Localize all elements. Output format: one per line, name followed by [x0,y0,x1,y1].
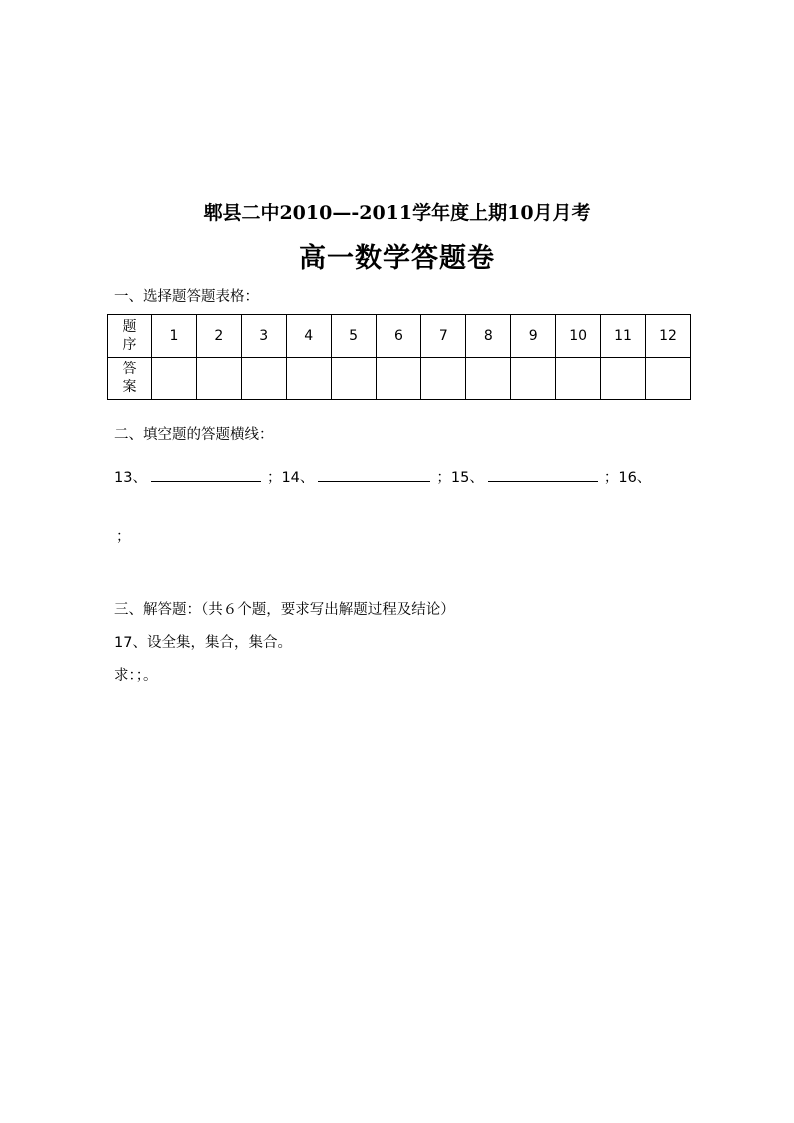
fill-blank-line [114,466,651,487]
question-number-cell: 12 [645,315,690,358]
row-label-question: 题序 [108,315,152,358]
answer-cell[interactable] [286,357,331,400]
question-number-cell: 5 [331,315,376,358]
section3-heading: 三、解答题：（共６个题，要求写出解题过程及结论） [114,602,455,618]
question-17-text: 17、设全集，集合，集合。 [114,635,292,651]
question-17-requirement: 求：；。 [114,668,158,684]
answer-blank-15[interactable] [488,467,598,482]
question-number-cell: 2 [196,315,241,358]
item-label-13: 13、 [114,470,147,486]
answer-cell[interactable] [331,357,376,400]
question-number-cell: 9 [511,315,556,358]
blank-continuation: ； [116,529,131,545]
answer-cell[interactable] [152,357,197,400]
answer-blank-14[interactable] [318,467,430,482]
question-number-cell: 7 [421,315,466,358]
answer-row [108,357,691,400]
answer-cell[interactable] [196,357,241,400]
question-number-cell: 3 [241,315,286,358]
question-number-row [108,315,691,358]
row-label-answer: 答案 [108,357,152,400]
question-number-cell: 10 [556,315,601,358]
answer-cell[interactable] [645,357,690,400]
question-number-cell: 6 [376,315,421,358]
answer-blank-13[interactable] [151,467,261,482]
answer-cell[interactable] [241,357,286,400]
question-number-cell: 11 [601,315,646,358]
section1-heading: 一、选择题答题表格： [114,289,259,305]
section2-heading: 二、填空题的答题横线： [114,427,274,443]
question-number-cell: 1 [152,315,197,358]
answer-cell[interactable] [511,357,556,400]
question-number-cell: 8 [466,315,511,358]
exam-title: 郫县二中2010—-2011学年度上期10月月考 [203,202,591,224]
answer-cell[interactable] [466,357,511,400]
answer-cell[interactable] [601,357,646,400]
answer-cell[interactable] [421,357,466,400]
exam-subtitle: 高一数学答题卷 [299,243,495,274]
item-label-16: ；16、 [603,470,652,486]
answer-table [107,314,691,400]
answer-cell[interactable] [376,357,421,400]
item-label-15: ；15、 [436,470,484,486]
question-number-cell: 4 [286,315,331,358]
answer-cell[interactable] [556,357,601,400]
item-label-14: ；14、 [266,470,315,486]
